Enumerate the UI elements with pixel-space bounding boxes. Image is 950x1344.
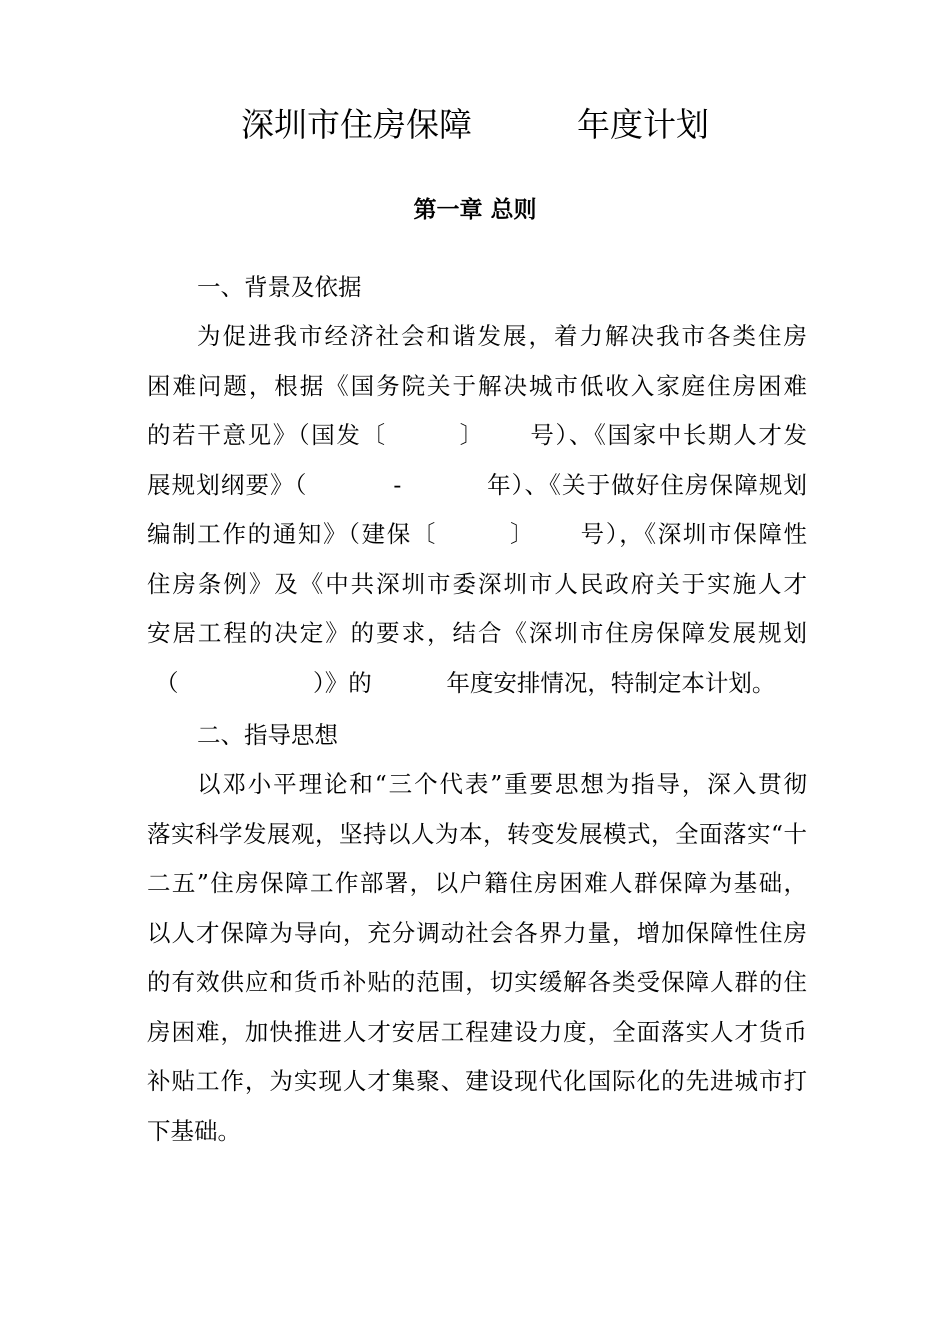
- paragraph-line: 安居工程的决定》的要求，结合《深圳市住房保障发展规划: [147, 619, 807, 647]
- paragraph-line: （ ）》的 年度安排情况，特制定本计划。: [155, 668, 776, 697]
- document-title: 深圳市住房保障 年度计划: [241, 105, 709, 144]
- paragraph-line: 下基础。: [147, 1116, 241, 1145]
- paragraph-line: 补贴工作，为实现人才集聚、建设现代化国际化的先进城市打: [147, 1067, 807, 1095]
- paragraph-line: 房困难，加快推进人才安居工程建设力度，全面落实人才货币: [147, 1017, 807, 1046]
- chapter-heading: 第一章 总则: [413, 197, 537, 223]
- paragraph-line: 的若干意见》（国发〔 〕 号）、《国家中长期人才发: [147, 421, 807, 449]
- section-heading-guiding-ideology: 二、指导思想: [197, 721, 338, 749]
- paragraph-line: 为促进我市经济社会和谐发展，着力解决我市各类住房: [197, 322, 807, 350]
- paragraph-line: 二五”住房保障工作部署，以户籍住房困难人群保障为基础，: [147, 869, 807, 897]
- paragraph-line: 住房条例》及《中共深圳市委深圳市人民政府关于实施人才: [147, 569, 807, 598]
- paragraph-line: 的有效供应和货币补贴的范围，切实缓解各类受保障人群的住: [147, 968, 807, 996]
- paragraph-line: 展规划纲要》（ - 年）、《关于做好住房保障规划: [147, 470, 807, 499]
- paragraph-line: 以邓小平理论和“三个代表”重要思想为指导，深入贯彻: [197, 770, 807, 798]
- section-body-background: [147, 312, 807, 708]
- paragraph-line: 以人才保障为导向，充分调动社会各界力量，增加保障性住房: [147, 918, 807, 947]
- section-heading-background: 一、背景及依据: [197, 273, 362, 301]
- paragraph-line: 编制工作的通知》（建保〔 〕 号），《深圳市保障性: [147, 520, 807, 548]
- paragraph-line: 困难问题，根据《国务院关于解决城市低收入家庭住房困难: [147, 371, 807, 400]
- paragraph-line: 落实科学发展观，坚持以人为本，转变发展模式，全面落实“十: [147, 819, 807, 848]
- section-body-guiding-ideology: [147, 760, 807, 1156]
